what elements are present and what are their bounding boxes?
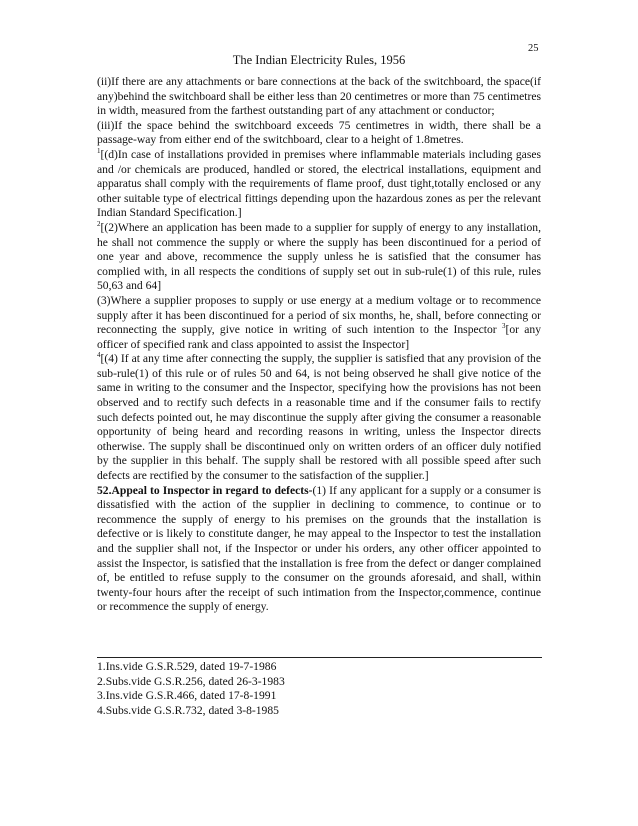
running-title: The Indian Electricity Rules, 1956 <box>232 53 406 67</box>
rule-52-text: (1) If any applicant for a supply or a consumer is dissatisfied with the action of the supplier in declining to commence, to continue or to recommence the supply of energy to his premises on the grounds that the installation is defective or is likely to constitute danger, he may appeal to the Inspector to test the installation and the supplier shall not, if the Inspector or under his orders, any other officer appointed to assist the Inspector, is satisfied that the installation is free from the defect or danger complained of, be entitled to refuse supply to the consumer on the grounds aforesaid, and shall, within twenty-four hours after the receipt of such intimation from the Inspector,commence, continue or recommence the supply of energy. <box>97 483 541 614</box>
footnote-4: 4.Subs.vide G.S.R.732, dated 3-8-1985 <box>97 703 279 717</box>
footnote-1: 1.Ins.vide G.S.R.529, dated 19-7-1986 <box>97 660 277 673</box>
paragraph-d-text: [(d)In case of installations provided in premises where inflammable materials including gases and /or chemicals are produced, handled or stored, the electrical installations, equipment and apparatus shall comply with the requirements of flame proof, dust tight,totally enclosed or any other suitable type of electrical fittings depending upon the hazardous zones as per the relevant Indian Standard Specification.] <box>97 147 541 220</box>
paragraph-4-text: [(4) If at any time after connecting the supply, the supplier is satisfied that any provision of the sub-rule(1) of this rule or of rules 50 and 64, is not being observed he shall give notice of the same in writing to the consumer and the Inspector, specifying how the provisions has not been observed and to rectify such defects in a reasonable time and if the consumer fails to rectify such defects pointed out, he may discontinue the supply after giving the consumer a reasonable opportunity of being heard and recording reasons in writing, unless the Inspector directs otherwise. The supply shall be discontinued only on written orders of an officer duly notified by the supplier in this behalf. The supply shall be restored with all possible speed after such defects are rectified by the consumer to the satisfaction of the supplier.] <box>97 352 541 483</box>
paragraph-3-text-cont: [or any officer of specified rank and class appointed to assist the Inspector] <box>97 323 541 351</box>
paragraph-2-text: [(2)Where an application has been made to a supplier for supply of energy to any installation, he shall not commence the supply or where the supply has been discontinued for a period of one year and above, recommence the supply unless he is satisfied that the consumer has complied with, in all respects the conditions of supply set out in sub-rule(1) of this rule, rules 50,63 and 64] <box>97 220 541 293</box>
footnote-marker-2: 2 <box>97 220 101 229</box>
paragraph-4 <box>97 352 541 483</box>
rule-52-heading: 52.Appeal to Inspector in regard to defects- <box>97 483 313 497</box>
paragraph-ii: (ii)If there are any attachments or bare connections at the back of the switchboard, the space(if any)behind the switchboard shall be either less than 20 centimetres or more than 75 centimetres in width, measured from the farthest outstanding part of any attachment or conductor; <box>97 75 541 118</box>
paragraph-3-text: (3)Where a supplier proposes to supply or use energy at a medium voltage or to recommence supply after it has been discontinued for a period of six months, he, shall, before connecting or reconnecting the supply, give notice in writing of such intention to the Inspector <box>97 293 541 337</box>
paragraph-2 <box>97 221 541 294</box>
rule-52 <box>97 484 541 615</box>
footnote-marker-3: 3 <box>501 322 506 331</box>
footnote-3: 3.Ins.vide G.S.R.466, dated 17-8-1991 <box>97 689 277 703</box>
body-text <box>97 75 541 615</box>
paragraph-d <box>97 148 541 221</box>
paragraph-3 <box>97 294 541 352</box>
footnotes <box>97 660 541 718</box>
footnote-2: 2.Subs.vide G.S.R.256, dated 26-3-1983 <box>97 674 285 688</box>
footnote-marker-4: 4 <box>97 351 101 360</box>
paragraph-iii: (iii)If the space behind the switchboard exceeds 75 centimetres in width, there shall be a passage-way from either end of the switchboard, clear to a height of 1.8metres. <box>97 118 541 147</box>
page-number: 25 <box>528 43 539 54</box>
footnote-divider <box>97 657 542 658</box>
footnote-marker-1: 1 <box>97 147 101 156</box>
